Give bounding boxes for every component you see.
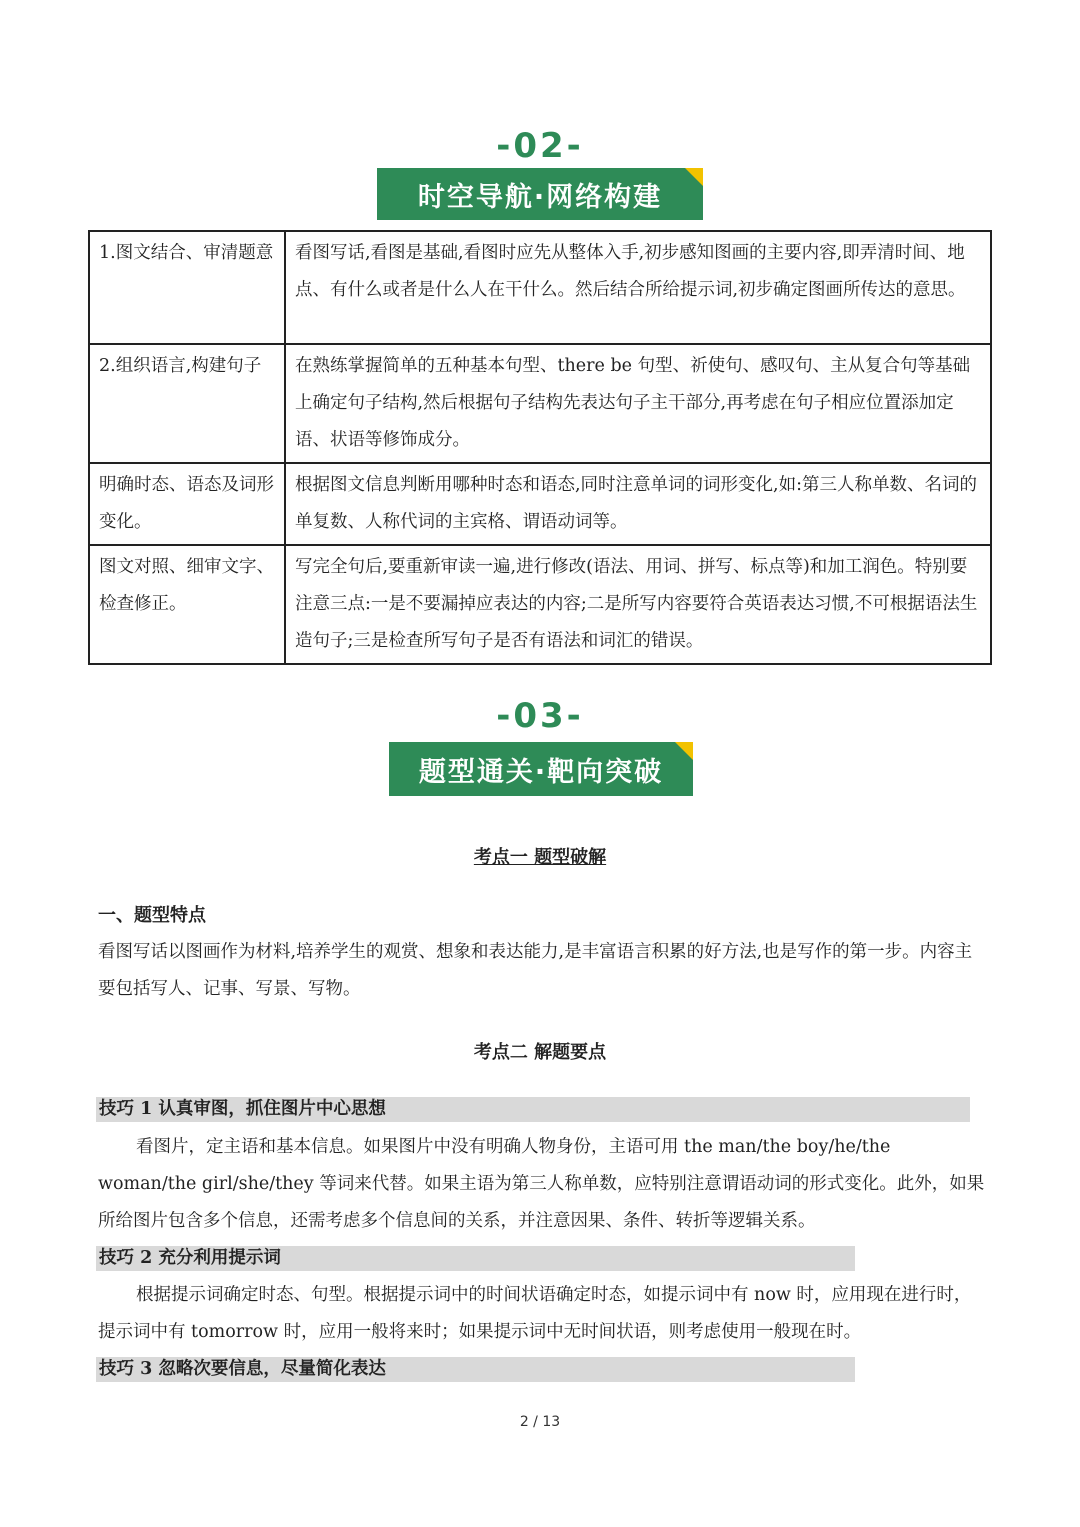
table-row — [89, 231, 991, 344]
table-row — [89, 344, 991, 463]
section-banner-02 — [377, 168, 703, 220]
tip-2-text: 根据提示词确定时态、句型。根据提示词中的时间状语确定时态，如提示词中有 now 时，应用现在进行时，提示词中有 tomorrow 时，应用一般将来时；如果提示词中无时间状语，则考虑使用一般现在时。 — [98, 1285, 972, 1342]
table-cell-key: 明确时态、语态及词形变化。 — [89, 463, 285, 545]
table-cell-value: 根据图文信息判断用哪种时态和语态,同时注意单词的词形变化,如:第三人称单数、名词的单复数、人称代词的主宾格、谓语动词等。 — [285, 463, 991, 545]
section-banner-03-label: 题型通关·靶向突破 — [418, 756, 664, 788]
banner-corner-decoration — [675, 742, 693, 760]
feature-heading: 一、题型特点 — [98, 905, 206, 926]
method-table — [88, 230, 992, 665]
table-cell-key: 1.图文结合、审清题意 — [89, 231, 285, 344]
table-row — [89, 545, 991, 664]
section-number-02: -02- — [496, 126, 584, 166]
banner-corner-decoration — [685, 168, 703, 186]
section-banner-02-label: 时空导航·网络构建 — [417, 181, 663, 213]
section-banner-03 — [389, 742, 693, 796]
point1-title: 考点一 题型破解 — [473, 847, 607, 868]
section-number-03: -03- — [496, 696, 584, 736]
tip-2-label: 技巧 2 充分利用提示词 — [96, 1246, 855, 1271]
table-cell-value: 看图写话,看图是基础,看图时应先从整体入手,初步感知图画的主要内容,即弄清时间、地点、有什么或者是什么人在干什么。然后结合所给提示词,初步确定图画所传达的意思。 — [285, 231, 991, 344]
tip-1-text: 看图片，定主语和基本信息。如果图片中没有明确人物身份，主语可用 the man/the boy/he/the woman/the girl/she/they 等词来代替。如果主语为第三人称单数，应特别注意谓语动词的形式变化。此外，如果所给图片包含多个信息，还需考虑多个信息间的关系，并注意因果、条件、转折等逻辑关系。 — [98, 1137, 985, 1231]
table-cell-key: 图文对照、细审文字、检查修正。 — [89, 545, 285, 664]
table-row — [89, 463, 991, 545]
point2-title: 考点二 解题要点 — [473, 1042, 607, 1063]
tip-3-label: 技巧 3 忽略次要信息，尽量简化表达 — [96, 1357, 855, 1382]
tip-1-label: 技巧 1 认真审图，抓住图片中心思想 — [96, 1097, 970, 1122]
feature-text: 看图写话以图画作为材料,培养学生的观赏、想象和表达能力,是丰富语言积累的好方法,也是写作的第一步。内容主要包括写人、记事、写景、写物。 — [98, 942, 973, 999]
page-indicator: 2 / 13 — [519, 1414, 561, 1430]
table-cell-value: 写完全句后,要重新审读一遍,进行修改(语法、用词、拼写、标点等)和加工润色。特别要注意三点:一是不要漏掉应表达的内容;二是所写内容要符合英语表达习惯,不可根据语法生造句子;三是检查所写句子是否有语法和词汇的错误。 — [285, 545, 991, 664]
table-cell-key: 2.组织语言,构建句子 — [89, 344, 285, 463]
table-cell-value: 在熟练掌握简单的五种基本句型、there be 句型、祈使句、感叹句、主从复合句等基础上确定句子结构,然后根据句子结构先表达句子主干部分,再考虑在句子相应位置添加定语、状语等修饰成分。 — [285, 344, 991, 463]
